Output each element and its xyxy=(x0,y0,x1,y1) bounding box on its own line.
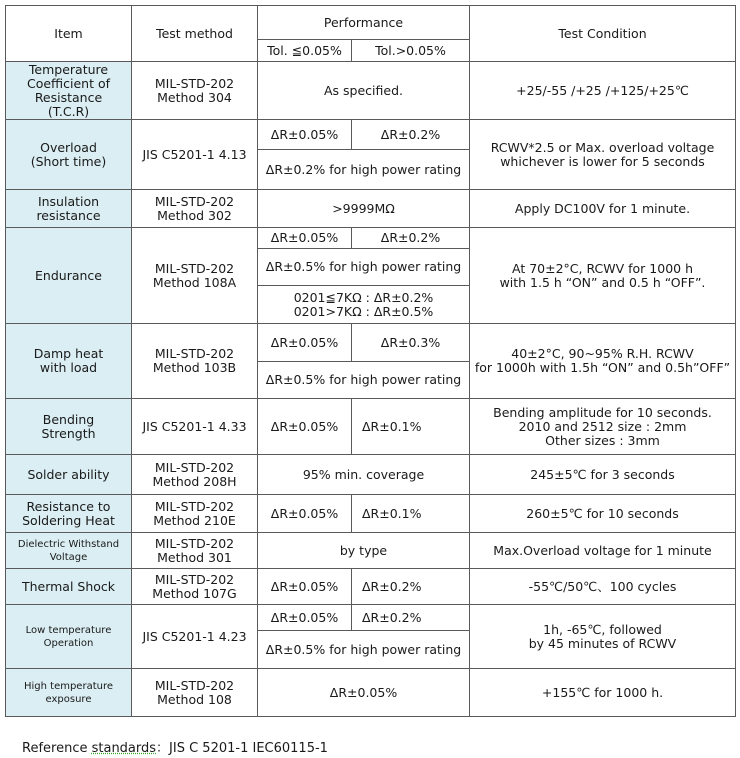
method-damp-heat: MIL-STD-202 Method 103B xyxy=(132,324,258,399)
cond-dielectric: Max.Overload voltage for 1 minute xyxy=(470,533,736,569)
method-endurance: MIL-STD-202 Method 108A xyxy=(132,228,258,324)
header-tol-low: Tol. ≦0.05% xyxy=(258,40,352,62)
perf-endurance-a: ΔR±0.05% xyxy=(258,228,352,249)
perf-low-temp-high-power: ΔR±0.5% for high power rating xyxy=(258,631,470,669)
cond-solder-ability: 245±5℃ for 3 seconds xyxy=(470,455,736,495)
item-overload: Overload (Short time) xyxy=(6,120,132,190)
method-low-temp: JIS C5201-1 4.23 xyxy=(132,605,258,669)
cond-tcr: +25/-55 /+25 /+125/+25℃ xyxy=(470,62,736,120)
method-thermal-shock: MIL-STD-202 Method 107G xyxy=(132,569,258,605)
item-bending: Bending Strength xyxy=(6,399,132,455)
perf-soldering-heat-a: ΔR±0.05% xyxy=(258,495,352,533)
method-overload: JIS C5201-1 4.13 xyxy=(132,120,258,190)
cond-bending: Bending amplitude for 10 seconds. 2010 and 2512 size : 2mm Other sizes : 3mm xyxy=(470,399,736,455)
header-test-condition: Test Condition xyxy=(470,6,736,62)
method-bending: JIS C5201-1 4.33 xyxy=(132,399,258,455)
perf-bending-a: ΔR±0.05% xyxy=(258,399,352,455)
perf-dielectric: by type xyxy=(258,533,470,569)
cond-high-temp: +155℃ for 1000 h. xyxy=(470,669,736,717)
cond-endurance: At 70±2°C, RCWV for 1000 h with 1.5 h “ON” and 0.5 h “OFF”. xyxy=(470,228,736,324)
cond-insulation: Apply DC100V for 1 minute. xyxy=(470,190,736,228)
perf-low-temp-a: ΔR±0.05% xyxy=(258,605,352,631)
perf-overload-b: ΔR±0.2% xyxy=(352,120,470,150)
item-insulation: Insulation resistance xyxy=(6,190,132,228)
item-thermal-shock: Thermal Shock xyxy=(6,569,132,605)
reference-standards xyxy=(22,737,328,756)
perf-thermal-b: ΔR±0.2% xyxy=(352,569,470,605)
header-item: Item xyxy=(6,6,132,62)
perf-solder-ability: 95% min. coverage xyxy=(258,455,470,495)
method-solder-ability: MIL-STD-202 Method 208H xyxy=(132,455,258,495)
perf-damp-b: ΔR±0.3% xyxy=(352,324,470,362)
header-tol-high: Tol.>0.05% xyxy=(352,40,470,62)
test-spec-table xyxy=(5,5,736,717)
perf-endurance-0201: 0201≦7KΩ : ΔR±0.2% 0201>7KΩ : ΔR±0.5% xyxy=(258,286,470,324)
item-dielectric: Dielectric Withstand Voltage xyxy=(6,533,132,569)
method-dielectric: MIL-STD-202 Method 301 xyxy=(132,533,258,569)
cond-damp-heat: 40±2°C, 90~95% R.H. RCWV for 1000h with 1.5h “ON” and 0.5h”OFF” xyxy=(470,324,736,399)
method-high-temp: MIL-STD-202 Method 108 xyxy=(132,669,258,717)
cond-low-temp: 1h, -65℃, followed by 45 minutes of RCWV xyxy=(470,605,736,669)
cond-overload: RCWV*2.5 or Max. overload voltage whichever is lower for 5 seconds xyxy=(470,120,736,190)
cond-soldering-heat: 260±5℃ for 10 seconds xyxy=(470,495,736,533)
item-soldering-heat: Resistance to Soldering Heat xyxy=(6,495,132,533)
reference-underlined-word: standards xyxy=(91,741,157,756)
perf-soldering-heat-b: ΔR±0.1% xyxy=(352,495,470,533)
perf-endurance-high-power: ΔR±0.5% for high power rating xyxy=(258,249,470,286)
item-damp-heat: Damp heat with load xyxy=(6,324,132,399)
perf-damp-high-power: ΔR±0.5% for high power rating xyxy=(258,362,470,399)
perf-insulation: >9999MΩ xyxy=(258,190,470,228)
method-soldering-heat: MIL-STD-202 Method 210E xyxy=(132,495,258,533)
method-tcr: MIL-STD-202 Method 304 xyxy=(132,62,258,120)
header-performance: Performance xyxy=(258,6,470,40)
item-endurance: Endurance xyxy=(6,228,132,324)
header-test-method: Test method xyxy=(132,6,258,62)
reference-standards-list: ：JIS C 5201-1 IEC60115-1 xyxy=(156,741,328,756)
item-solder-ability: Solder ability xyxy=(6,455,132,495)
method-insulation: MIL-STD-202 Method 302 xyxy=(132,190,258,228)
perf-endurance-b: ΔR±0.2% xyxy=(352,228,470,249)
perf-bending-b: ΔR±0.1% xyxy=(352,399,470,455)
cond-thermal-shock: -55℃/50℃、100 cycles xyxy=(470,569,736,605)
perf-overload-high-power: ΔR±0.2% for high power rating xyxy=(258,150,470,190)
perf-high-temp: ΔR±0.05% xyxy=(258,669,470,717)
perf-tcr: As specified. xyxy=(258,62,470,120)
perf-overload-a: ΔR±0.05% xyxy=(258,120,352,150)
item-tcr: Temperature Coefficient of Resistance (T.C.R) xyxy=(6,62,132,120)
item-high-temp: High temperature exposure xyxy=(6,669,132,717)
reference-prefix: Reference xyxy=(22,741,92,756)
perf-damp-a: ΔR±0.05% xyxy=(258,324,352,362)
perf-low-temp-b: ΔR±0.2% xyxy=(352,605,470,631)
item-low-temp: Low temperature Operation xyxy=(6,605,132,669)
perf-thermal-a: ΔR±0.05% xyxy=(258,569,352,605)
